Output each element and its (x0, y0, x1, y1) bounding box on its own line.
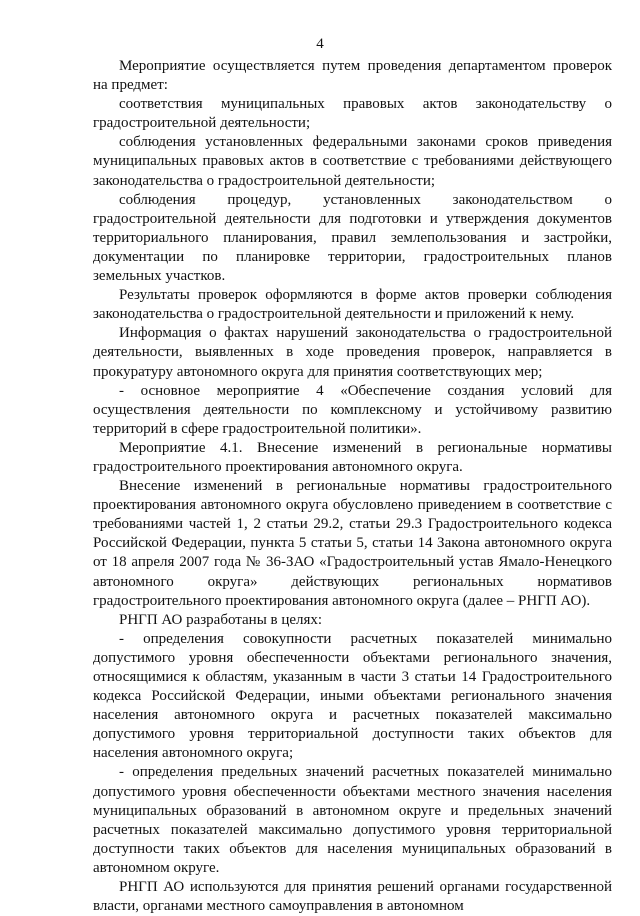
paragraph-violations-info: Информация о фактах нарушений законодательства о градостроительной деятельности, выявленных в ходе проведения проверок, направляется в прокуратуру автономного округа для принятия соответствующих мер; (93, 325, 612, 380)
paragraph-rngp-goals: РНГП АО разработаны в целях: (119, 611, 323, 628)
paragraph-rngp-usage: РНГП АО используются для принятия решений органами государственной власти, органами местного самоуправления в автономном (93, 879, 612, 915)
paragraph-regional-indicators: - определения совокупности расчетных показателей минимально допустимого уровня обеспеченности объектами регионального значения, относящимися к областям, указанным в части 3 статьи 14 Градостроительного кодекса Российской Федерации, иными объектами регионального значения населения автономного округа и расчетных показателей максимально допустимого уровня территориальной доступности таких объектов для населения автономного округа; (93, 630, 612, 762)
paragraph-deadlines: соблюдения установленных федеральными законами сроков приведения муниципальных правовых актов в соответствие с требованиями действующего законодательства о градостроительной деятельности; (93, 134, 612, 189)
paragraph-procedures: соблюдения процедур, установленных законодательством о градостроительной деятельности для подготовки и утверждения документов территориального планирования, правил землепользования и застройки, документации по планировке территории, градостроительных планов земельных участков. (93, 191, 612, 285)
paragraph-amendments-basis: Внесение изменений в региональные нормативы градостроительного проектирования автономного округа обусловлено приведением в соответствие с требованиями частей 1, 2 статьи 29.2, статьи 29.3 Градостроительного кодекса Российской Федерации, пункта 5 статьи 5, статьи 14 Закона автономного округа от 18 апреля 2007 года № 36-ЗАО «Градостроительный устав Ямало-Ненецкого автономного округа» действующих региональных нормативов градостроительного проектирования автономного округа (далее – РНГП АО). (93, 478, 612, 609)
paragraph-measure-4-1: Мероприятие 4.1. Внесение изменений в региональные нормативы градостроительного проектирования автономного округа. (93, 439, 612, 475)
paragraph-audit-intro: Мероприятие осуществляется путем проведения департаментом проверок на предмет: (93, 58, 612, 94)
page-number: 4 (316, 36, 324, 52)
paragraph-local-indicators: - определения предельных значений расчетных показателей минимально допустимого уровня обеспеченности объектами местного значения населения муниципальных образований в автономном округе и предельных значений расчетных показателей максимально допустимого уровня территориальной доступности таких объектов для населения муниципальных образований в автономном округе. (93, 764, 612, 876)
paragraph-audit-results: Результаты проверок оформляются в форме актов проверки соблюдения законодательства о градостроительной деятельности и приложений к нему. (93, 287, 612, 323)
paragraph-main-measure-4: - основное мероприятие 4 «Обеспечение создания условий для осуществления деятельности по комплексному и устойчивому развитию территорий в сфере градостроительной политики». (93, 382, 612, 437)
paragraph-compliance-acts: соответствия муниципальных правовых актов законодательству о градостроительной деятельности; (93, 96, 612, 132)
document-body (93, 57, 612, 916)
